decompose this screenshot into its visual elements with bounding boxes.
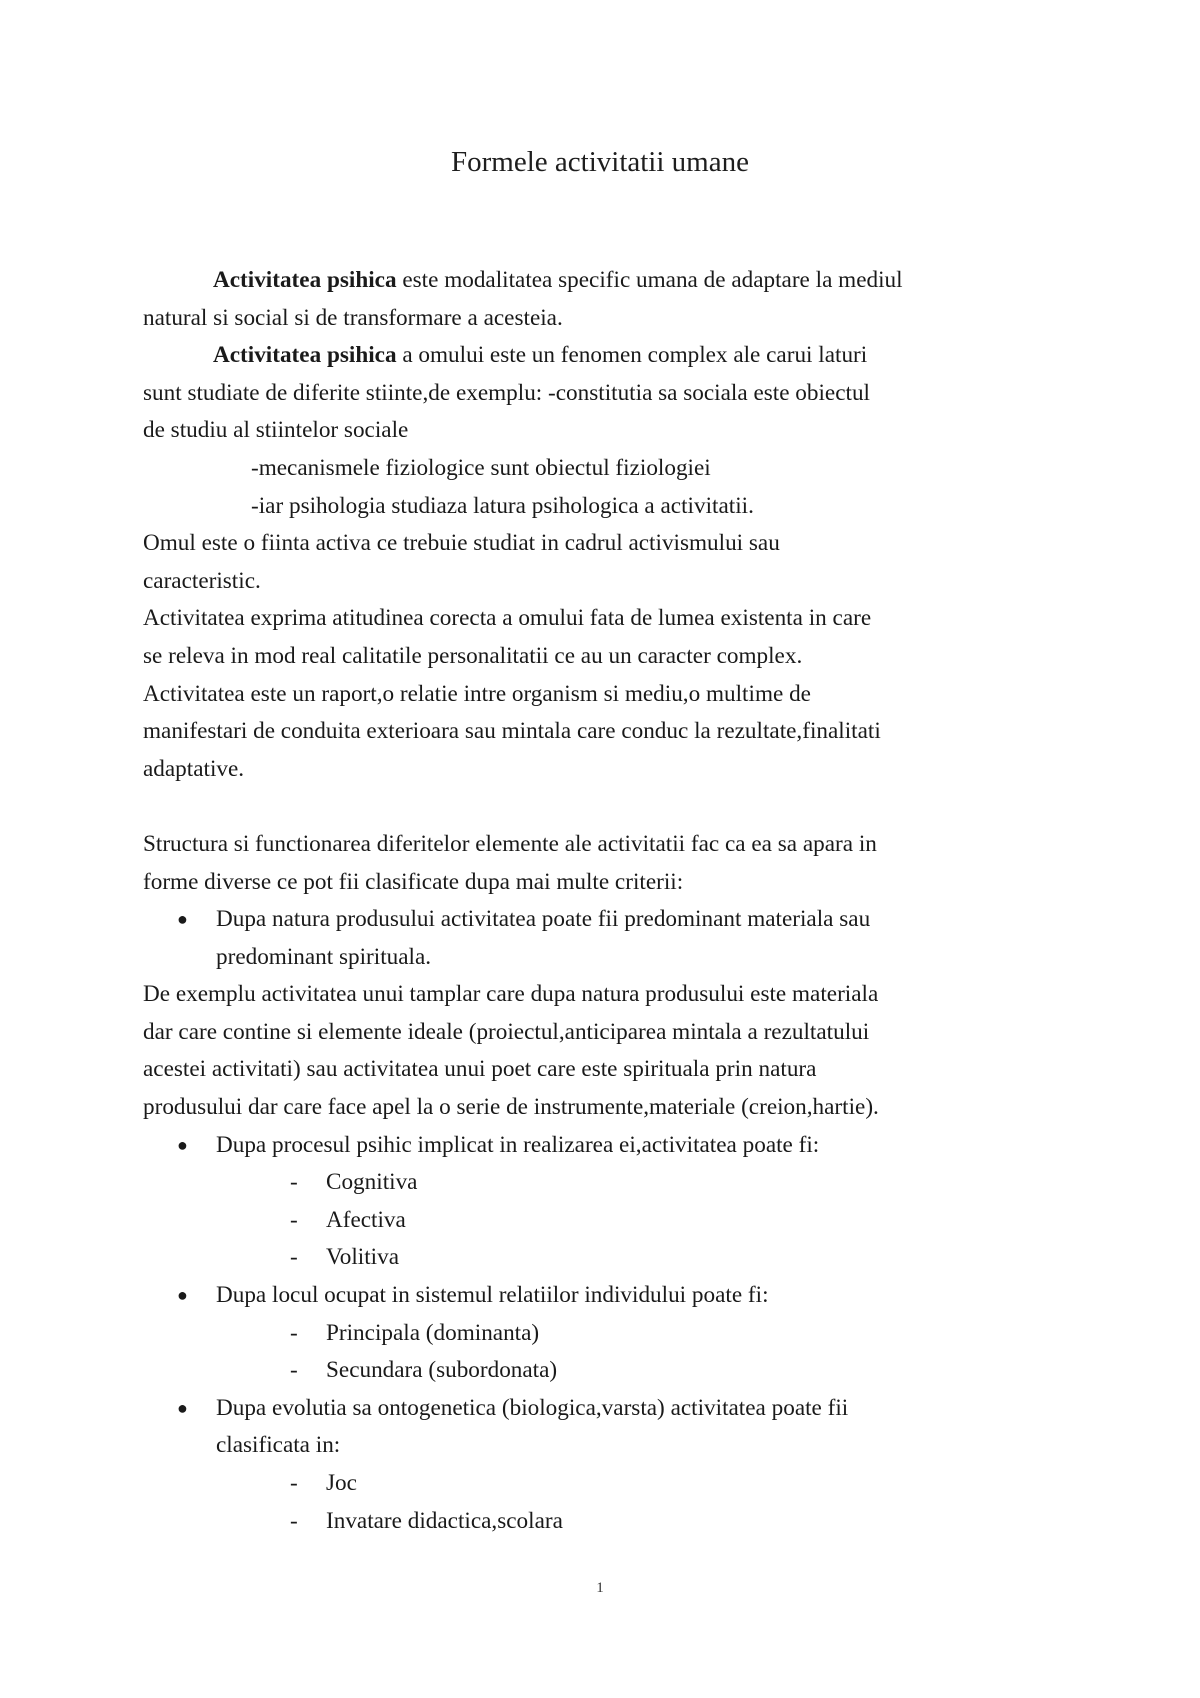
document-title: Formele activitatii umane [451, 146, 749, 178]
dash-item [143, 1164, 1073, 1202]
bullet-icon: ● [177, 909, 188, 930]
paragraph-line: natural si social si de transformare a acesteia. [143, 304, 563, 331]
paragraph-line: Structura si functionarea diferitelor elemente ale activitatii fac ca ea sa apara in [143, 830, 877, 857]
paragraph-line: se releva in mod real calitatile personalitatii ce au un caracter complex. [143, 642, 803, 669]
paragraph-line: dar care contine si elemente ideale (proiectul,anticiparea mintala a rezultatului [143, 1018, 870, 1045]
document-body [143, 262, 1073, 1540]
bullet-item [143, 1277, 1073, 1315]
paragraph-line: de studiu al stiintelor sociale [143, 417, 409, 444]
paragraph-line: acestei activitati) sau activitatea unui poet care este spirituala prin natura [143, 1056, 817, 1083]
dash-icon: - [290, 1319, 298, 1346]
bullet-text: Dupa locul ocupat in sistemul relatiilor individului poate fi: [216, 1282, 769, 1309]
dash-item [143, 1315, 1073, 1353]
dash-icon: - [290, 1470, 298, 1496]
bullet-text: Dupa natura produsului activitatea poate fii predominant materiala sau [216, 906, 871, 933]
bullet-continuation: clasificata in: [216, 1432, 341, 1459]
dash-item-text: Joc [326, 1470, 357, 1496]
dash-item-text: Volitiva [326, 1244, 400, 1271]
blank-line [143, 788, 1073, 826]
paragraph-line: De exemplu activitatea unui tamplar care dupa natura produsului este materiala [143, 981, 879, 1008]
dash-item-text: Afectiva [326, 1206, 406, 1233]
dash-icon: - [290, 1244, 298, 1271]
dash-icon: - [290, 1507, 298, 1534]
page-number: 1 [596, 1580, 604, 1596]
dash-icon: - [290, 1206, 298, 1233]
dash-item [143, 1465, 1073, 1503]
paragraph-line: Omul este o fiinta activa ce trebuie studiat in cadrul activismului sau [143, 530, 780, 557]
paragraph-line: caracteristic. [143, 567, 261, 594]
paragraph-line: produsului dar care face apel la o serie de instrumente,materiale (creion,hartie). [143, 1094, 879, 1121]
bullet-icon: ● [177, 1285, 188, 1306]
paragraph-line: manifestari de conduita exterioara sau mintala care conduc la rezultate,finalitati [143, 718, 881, 745]
dash-item-text: Secundara (subordonata) [326, 1357, 558, 1384]
dash-item [143, 1352, 1073, 1390]
bullet-text: Dupa procesul psihic implicat in realizarea ei,activitatea poate fi: [216, 1131, 820, 1158]
dash-item-text: Invatare didactica,scolara [326, 1507, 563, 1534]
dash-item-text: Principala (dominanta) [326, 1319, 540, 1346]
text-run: este modalitatea specific umana de adaptare la mediul [396, 267, 903, 293]
paragraph-line: -iar psihologia studiaza latura psihologica a activitatii. [251, 492, 754, 519]
paragraph-line [143, 337, 1073, 375]
dash-icon: - [290, 1357, 298, 1384]
dash-item [143, 1202, 1073, 1240]
paragraph-line: sunt studiate de diferite stiinte,de exemplu: -constitutia sa sociala este obiectul [143, 379, 870, 406]
dash-item-text: Cognitiva [326, 1169, 418, 1196]
bullet-text: Dupa evolutia sa ontogenetica (biologica,varsta) activitatea poate fii [216, 1394, 849, 1421]
paragraph-line: adaptative. [143, 755, 245, 782]
bullet-icon: ● [177, 1134, 188, 1155]
text-run: a omului este un fenomen complex ale carui laturi [396, 342, 868, 369]
paragraph-line: Activitatea este un raport,o relatie intre organism si mediu,o multime de [143, 680, 811, 707]
bullet-continuation: predominant spirituala. [216, 943, 432, 970]
dash-item [143, 1503, 1073, 1541]
paragraph-line: -mecanismele fiziologice sunt obiectul fiziologiei [251, 454, 711, 481]
paragraph-line: forme diverse ce pot fii clasificate dupa mai multe criterii: [143, 868, 684, 895]
bold-term: Activitatea psihica [213, 267, 397, 293]
paragraph-line: Activitatea exprima atitudinea corecta a omului fata de lumea existenta in care [143, 605, 872, 632]
bullet-item [143, 1127, 1073, 1165]
bullet-item [143, 901, 1073, 939]
dash-item [143, 1239, 1073, 1277]
bullet-icon: ● [177, 1397, 188, 1418]
paragraph-line [143, 262, 1073, 300]
bullet-item [143, 1390, 1073, 1428]
bold-term: Activitatea psihica [213, 342, 397, 369]
dash-icon: - [290, 1169, 298, 1196]
